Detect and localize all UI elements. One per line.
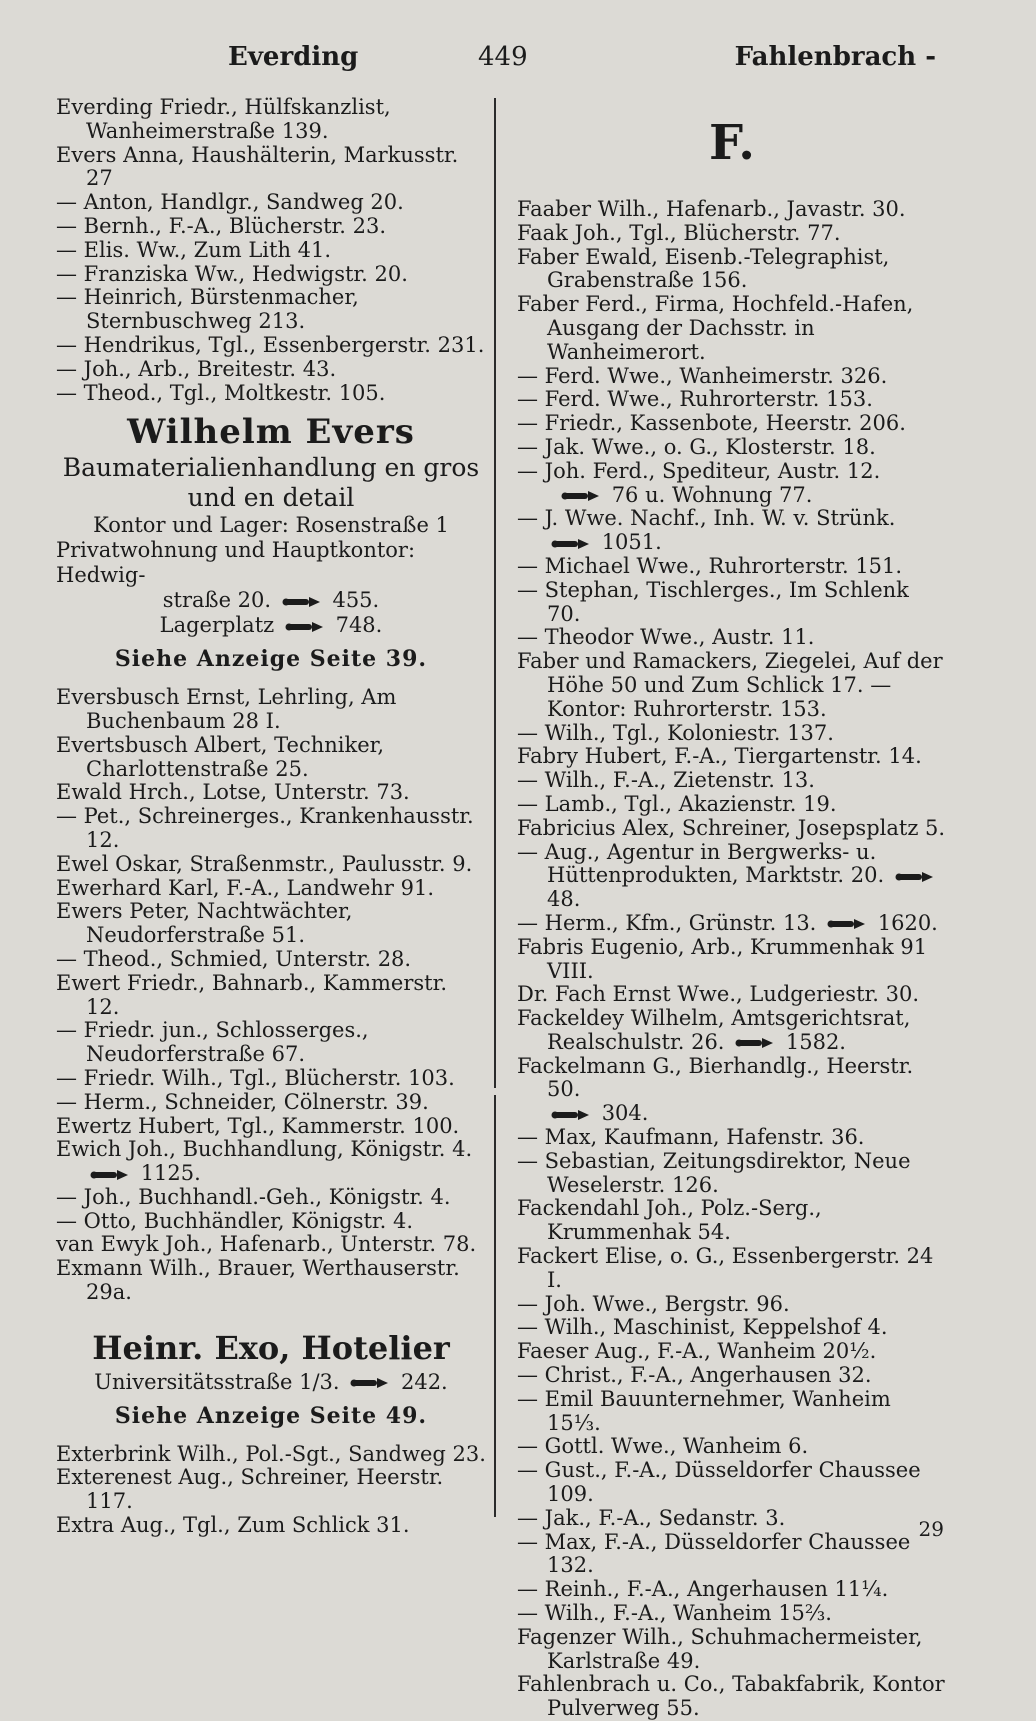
directory-entry: Exmann Wilh., Brauer, Werthauserstr. 29a. <box>56 1256 460 1305</box>
phone-number: 1051. <box>601 530 662 555</box>
phone-number: 76 u. Wohnung 77. <box>611 482 813 507</box>
directory-entry: Dr. Fach Ernst Wwe., Ludgeriestr. 30. <box>517 982 920 1007</box>
directory-entry <box>517 1055 947 1126</box>
phone-number: 748. <box>335 613 383 638</box>
directory-entry: — Sebastian, Zeitungsdirektor, Neue Weselerstr. 126. <box>517 1148 911 1197</box>
entry-text: Fackeldey Wilhelm, Amtsgerichtsrat, Realschulstr. 26. <box>517 1006 911 1054</box>
page-number: 449 <box>478 42 528 72</box>
directory-entry: — Theod., Schmied, Unterstr. 28. <box>56 946 412 971</box>
directory-entry: Evers Anna, Haushälterin, Markusstr. 27 <box>56 142 459 191</box>
directory-entry: — Bernh., F.-A., Blücherstr. 23. <box>56 213 387 238</box>
entry-text: Fackelmann G., Bierhandlg., Heerstr. 50. <box>517 1053 914 1102</box>
directory-entry: Fabricius Alex, Schreiner, Josepsplatz 5. <box>517 815 946 840</box>
directory-entry: Faber Ewald, Eisenb.-Telegraphist, Grabenstraße 156. <box>517 244 890 293</box>
telephone-icon <box>735 1036 775 1050</box>
directory-entry: Fagenzer Wilh., Schuhmachermeister, Karlstraße 49. <box>517 1624 923 1673</box>
directory-entry: Exterenest Aug., Schreiner, Heerstr. 117. <box>56 1465 444 1514</box>
directory-entry: Fabris Eugenio, Arb., Krummenhak 91 VIII. <box>517 934 928 983</box>
directory-entry: — Emil Bauunternehmer, Wanheim 15⅓. <box>517 1386 891 1435</box>
right-column <box>517 96 947 1721</box>
telephone-icon <box>282 595 322 609</box>
phone-number: 304. <box>601 1101 649 1126</box>
directory-entry <box>517 1007 947 1055</box>
directory-entry: — Franziska Ww., Hedwigstr. 20. <box>56 261 408 286</box>
column-divider <box>494 98 496 1088</box>
directory-entry: — Michael Wwe., Ruhrorterstr. 151. <box>517 553 903 578</box>
telephone-icon <box>350 1376 390 1390</box>
ad-line <box>56 588 486 613</box>
advertisement-evers <box>56 411 486 638</box>
ad-line: Privatwohnung und Hauptkontor: Hedwig- <box>56 538 416 588</box>
telephone-icon <box>895 870 935 884</box>
directory-entry: Ewert Friedr., Bahnarb., Kammerstr. 12. <box>56 970 447 1019</box>
directory-entry: — Theod., Tgl., Moltkestr. 105. <box>56 380 386 405</box>
directory-entry: — Herm., Schneider, Cölnerstr. 39. <box>56 1089 429 1114</box>
advertisement-exo-title: Heinr. Exo, Hotelier <box>92 1328 450 1367</box>
directory-entry: Fackendahl Joh., Polz.-Serg., Krummenhak 54. <box>517 1196 822 1245</box>
directory-entry: — Pet., Schreinerges., Krankenhausstr. 12. <box>56 804 474 852</box>
directory-entry: Eversbusch Ernst, Lehrling, Am Buchenbaum 28 I. <box>56 685 397 733</box>
telephone-icon <box>90 1168 130 1182</box>
telephone-icon <box>551 537 591 551</box>
directory-entry: — Hendrikus, Tgl., Essenbergerstr. 231. <box>56 332 485 357</box>
directory-entry: Ewerhard Karl, F.-A., Landwehr 91. <box>56 875 435 900</box>
directory-entry: Faaber Wilh., Hafenarb., Javastr. 30. <box>517 197 906 221</box>
directory-entry <box>517 841 947 912</box>
directory-entry: — Wilh., F.-A., Wanheim 15⅔. <box>517 1601 832 1626</box>
directory-entry: — Joh. Ferd., Spediteur, Austr. 12. <box>517 458 881 483</box>
phone-number: 1125. <box>140 1161 201 1186</box>
entry-text: — Herm., Kfm., Grünstr. 13. <box>517 910 817 935</box>
directory-entry: — Elis. Ww., Zum Lith 41. <box>56 237 332 262</box>
signature-mark: 29 <box>918 1517 944 1541</box>
entry-text: — Aug., Agentur in Bergwerks- u. Hüttenprodukten, Marktstr. 20. <box>517 839 885 888</box>
directory-entry: — Joh., Buchhandl.-Geh., Königstr. 4. <box>56 1184 451 1209</box>
directory-entry: — Friedr. Wilh., Tgl., Blücherstr. 103. <box>56 1065 455 1090</box>
entry-text: Ewich Joh., Buchhandlung, Königstr. 4. <box>56 1137 473 1162</box>
directory-entry: — Wilh., Maschinist, Keppelshof 4. <box>517 1315 888 1340</box>
directory-entry: — Ferd. Wwe., Wanheimerstr. 326. <box>517 363 888 388</box>
phone-number: 1582. <box>785 1029 846 1054</box>
directory-entry: — Gust., F.-A., Düsseldorfer Chaussee 109. <box>517 1458 921 1507</box>
ad-line <box>56 1369 486 1395</box>
directory-entry: — Lamb., Tgl., Akazienstr. 19. <box>517 791 837 816</box>
directory-entry: — Joh. Wwe., Bergstr. 96. <box>517 1291 790 1316</box>
directory-entry: Evertsbusch Albert, Techniker, Charlottenstraße 25. <box>56 732 385 781</box>
directory-entry: — Gottl. Wwe., Wanheim 6. <box>517 1434 809 1459</box>
telephone-icon <box>551 1108 591 1122</box>
directory-entry: Ewertz Hubert, Tgl., Kammerstr. 100. <box>56 1113 460 1138</box>
directory-entry: Extra Aug., Tgl., Zum Schlick 31. <box>56 1513 410 1538</box>
directory-entry <box>517 484 947 508</box>
phone-number: 242. <box>400 1369 448 1394</box>
directory-entry: — Friedr. jun., Schlosserges., Neudorferstraße 67. <box>56 1018 369 1067</box>
telephone-icon <box>561 489 601 503</box>
directory-entry: Faak Joh., Tgl., Blücherstr. 77. <box>517 220 841 245</box>
directory-entry: — Christ., F.-A., Angerhausen 32. <box>517 1363 872 1388</box>
directory-entry: Fackert Elise, o. G., Essenbergerstr. 24 I. <box>517 1244 934 1292</box>
directory-entry: — Theodor Wwe., Austr. 11. <box>517 625 815 650</box>
directory-entry: Ewald Hrch., Lotse, Unterstr. 73. <box>56 780 410 805</box>
header-first-name: Everding <box>228 42 359 72</box>
directory-entry: — Jak., F.-A., Sedanstr. 3. <box>517 1505 786 1530</box>
directory-entry: — Anton, Handlgr., Sandweg 20. <box>56 190 404 215</box>
directory-entry: Faber Ferd., Firma, Hochfeld.-Hafen, Ausgang der Dachsstr. in Wanheimerort. <box>517 292 914 364</box>
directory-entry: — Wilh., Tgl., Koloniestr. 137. <box>517 720 834 745</box>
directory-entry: Faber und Ramackers, Ziegelei, Auf der Höhe 50 und Zum Schlick 17. — Kontor: Ruhrorterstr. 153. <box>517 649 943 721</box>
directory-entry: Ewers Peter, Nachtwächter, Neudorferstraße 51. <box>56 899 353 948</box>
ad-line <box>56 613 486 638</box>
running-head <box>58 42 936 82</box>
ad-line-text: straße 20. <box>162 588 272 613</box>
directory-entry: — Joh., Arb., Breitestr. 43. <box>56 356 337 381</box>
directory-entry: — Otto, Buchhändler, Königstr. 4. <box>56 1208 414 1233</box>
directory-entry: Everding Friedr., Hülfskanzlist, Wanheimerstraße 139. <box>56 95 391 143</box>
column-divider-lower <box>494 1095 496 1517</box>
ad-subtitle: Baumaterialienhandlung en gros <box>62 453 480 483</box>
section-letter: F. <box>709 115 755 171</box>
directory-entry <box>517 912 947 936</box>
directory-entry: — Ferd. Wwe., Ruhrorterstr. 153. <box>517 387 873 412</box>
telephone-icon <box>827 917 867 931</box>
phone-number: 48. <box>547 887 581 912</box>
ad-subtitle: und en detail <box>187 483 355 513</box>
directory-entry: — Wilh., F.-A., Zietenstr. 13. <box>517 768 815 793</box>
directory-entry: Faeser Aug., F.-A., Wanheim 20½. <box>517 1339 877 1364</box>
header-last-name: Fahlenbrach - <box>734 42 936 72</box>
directory-entry: — Heinrich, Bürstenmacher, Sternbuschweg 213. <box>56 285 359 334</box>
ad-title: Wilhelm Evers <box>127 412 415 453</box>
directory-entry: — Jak. Wwe., o. G., Klosterstr. 18. <box>517 434 876 459</box>
directory-entry: van Ewyk Joh., Hafenarb., Unterstr. 78. <box>56 1232 477 1257</box>
ad-line-text: Universitätsstraße 1/3. <box>94 1369 340 1394</box>
directory-entry: Fabry Hubert, F.-A., Tiergartenstr. 14. <box>517 744 922 769</box>
phone-number: 455. <box>332 588 380 613</box>
left-column <box>56 96 486 1538</box>
ad-line-text: Lagerplatz <box>159 613 275 638</box>
see-advertisement: Siehe Anzeige Seite 39. <box>114 646 428 673</box>
entry-text: — J. Wwe. Nachf., Inh. W. v. Strünk. <box>517 506 896 531</box>
directory-entry: — Reinh., F.-A., Angerhausen 11¼. <box>517 1577 889 1602</box>
directory-entry: Fahlenbrach u. Co., Tabakfabrik, Kontor Pulverweg 55. <box>517 1672 945 1721</box>
directory-entry: Exterbrink Wilh., Pol.-Sgt., Sandweg 23. <box>56 1441 486 1466</box>
directory-entry: — Max, Kaufmann, Hafenstr. 36. <box>517 1125 865 1150</box>
directory-entry: — Stephan, Tischlerges., Im Schlenk 70. <box>517 577 909 626</box>
see-advertisement: Siehe Anzeige Seite 49. <box>114 1402 428 1429</box>
directory-entry: — Friedr., Kassenbote, Heerstr. 206. <box>517 411 906 436</box>
ad-line: Kontor und Lager: Rosenstraße 1 <box>93 513 449 538</box>
directory-entry: Ewel Oskar, Straßenmstr., Paulusstr. 9. <box>56 851 473 876</box>
directory-entry: — Max, F.-A., Düsseldorfer Chaussee 132. <box>517 1529 911 1578</box>
directory-entry <box>56 1138 486 1186</box>
phone-number: 1620. <box>877 910 938 935</box>
telephone-icon <box>285 620 325 634</box>
directory-entry <box>517 507 947 555</box>
